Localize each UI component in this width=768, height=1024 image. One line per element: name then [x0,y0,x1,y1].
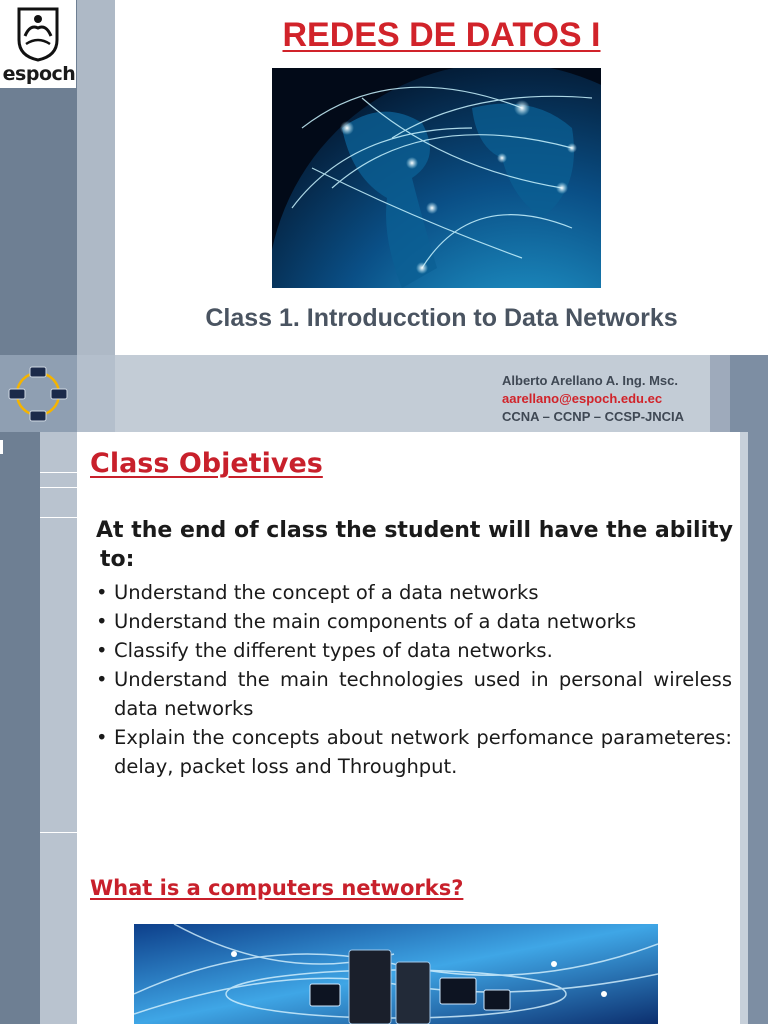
list-item: • Understand the main components of a data networks [96,607,732,636]
section-question: What is a computers networks? [90,876,464,900]
ring-network-icon [6,363,70,425]
objectives-slide [0,432,768,1024]
server-network-image [134,924,658,1024]
list-item: • Understand the main technologies used in personal wireless data networks [96,665,732,723]
slide-title: REDES DE DATOS I [282,16,601,54]
objectives-intro [96,516,736,574]
sidebar-divider [40,472,77,473]
left-sidebar-dark [0,432,40,1024]
author-name: Alberto Arellano A. Ing. Msc. [502,373,679,388]
footer-block-right [730,355,768,432]
sidebar-divider [40,832,77,833]
list-item: • Classify the different types of data networks. [96,636,732,665]
sidebar-divider [40,517,77,518]
footer-block-left-light [77,355,115,432]
list-item: • Explain the concepts about network perfomance parameteres: delay, packet loss and Throughput. [96,723,732,781]
author-email[interactable]: aarellano@espoch.edu.ec [502,391,663,406]
title-slide [0,0,768,432]
author-certifications: CCNA – CCNP – CCSP-JNCIA [502,409,685,424]
slide-subtitle: Class 1. Introducction to Data Networks [205,304,678,332]
logo-wordmark: espoch [2,63,76,85]
author-block [502,372,684,426]
objectives-list [96,578,732,781]
intro-line-1: At the end of class the student will have the ability [96,518,733,543]
slide-marker [0,440,3,454]
list-item: • Understand the concept of a data networks [96,578,732,607]
left-sidebar-light [77,0,115,355]
espoch-logo [0,0,76,88]
right-sidebar-dark [748,432,768,1024]
shield-icon [16,6,60,62]
intro-line-2: to: [100,547,135,572]
footer-block-right-light [710,355,730,432]
globe-network-image [272,68,601,288]
section-title: Class Objetives [90,448,323,479]
left-sidebar-light [40,432,77,1024]
sidebar-divider [40,487,77,488]
right-sidebar-light [740,432,748,1024]
